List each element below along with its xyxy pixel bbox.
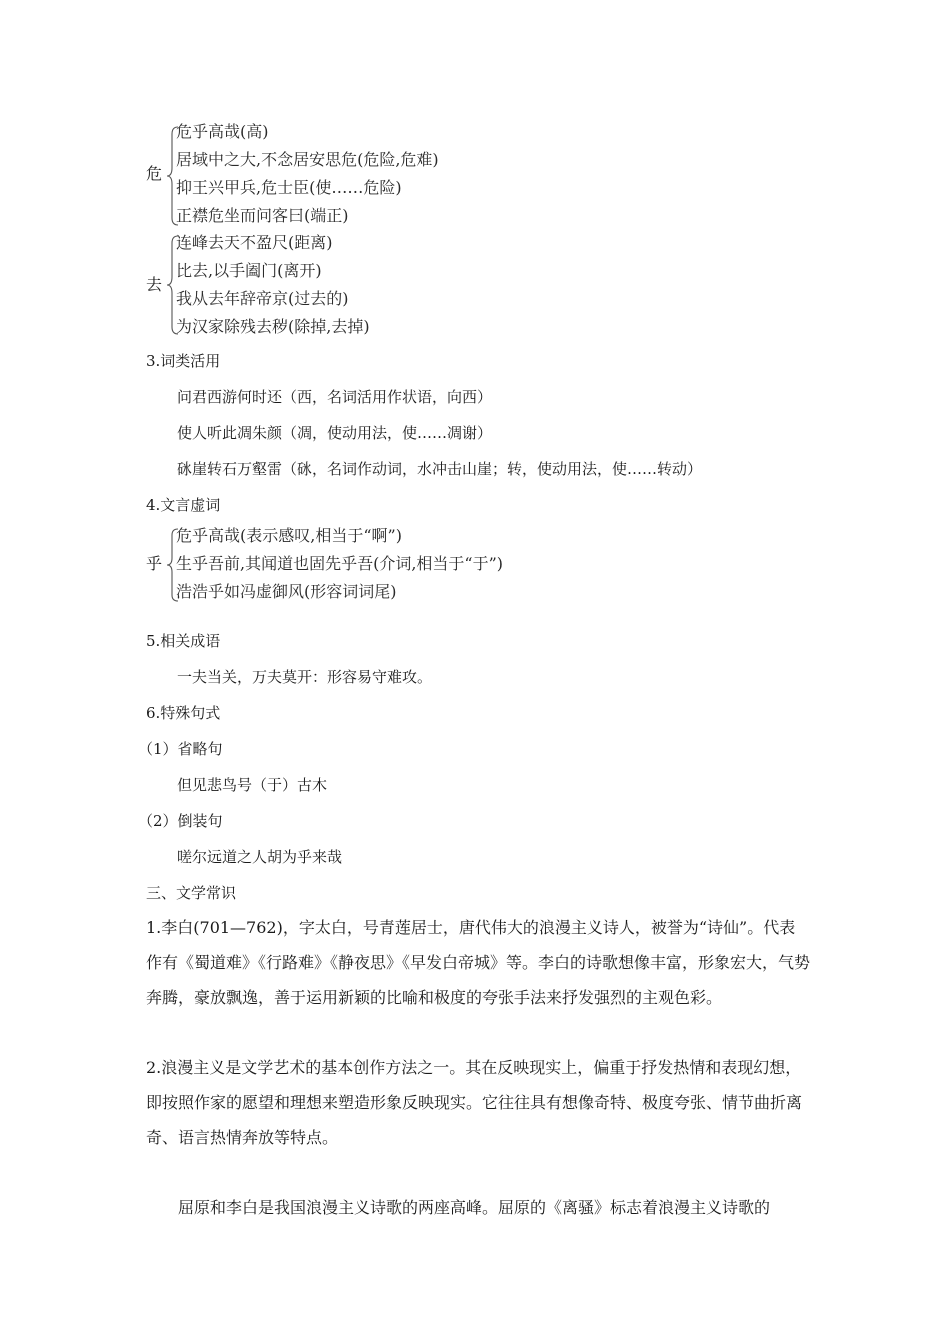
subsection-heading: （2）倒装句 <box>138 812 223 830</box>
paragraph-qu-yuan <box>146 1190 810 1225</box>
section-heading: 6.特殊句式 <box>146 704 221 722</box>
list-item: 问君西游何时还（西，名词活用作状语，向西） <box>177 388 493 406</box>
hu-line: 浩浩乎如冯虚御风(形容词词尾) <box>176 582 397 601</box>
paragraph-text: 2.浪漫主义是文学艺术的基本创作方法之一。其在反映现实上，偏重于抒发热情和表现幻想，即按照作家的愿望和理想来塑造形象反映现实。它往往具有想像奇特、极度夸张、情节曲折离奇、语言热情奔放等特点。 <box>146 1058 803 1147</box>
paragraph-text: 1.李白(701—762)，字太白，号青莲居士，唐代伟大的浪漫主义诗人，被誉为“诗仙”。代表作有《蜀道难》《行路难》《静夜思》《早发白帝城》等。李白的诗歌想像丰富，形象宏大，气势奔腾，豪放飘逸，善于运用新颖的比喻和极度的夸张手法来抒发强烈的主观色彩。 <box>146 918 811 1007</box>
wei-line: 抑王兴甲兵,危士臣(使……危险) <box>176 178 402 197</box>
hu-head-char: 乎 <box>146 554 163 573</box>
wei-line: 居域中之大,不念居安思危(危险,危难) <box>176 150 439 169</box>
qu-line: 比去,以手阖门(离开) <box>176 261 322 280</box>
list-item: 一夫当关，万夫莫开：形容易守难攻。 <box>177 668 433 686</box>
list-item: 嗟尔远道之人胡为乎来哉 <box>177 848 343 866</box>
hu-line: 危乎高哉(表示感叹,相当于“啊”) <box>176 526 402 545</box>
paragraph-romanticism <box>146 1050 810 1155</box>
qu-line: 连峰去天不盈尺(距离) <box>176 233 333 252</box>
subsection-heading: （1）省略句 <box>138 740 223 758</box>
wei-head-char: 危 <box>146 164 163 183</box>
paragraph-text: 屈原和李白是我国浪漫主义诗歌的两座高峰。屈原的《离骚》标志着浪漫主义诗歌的 <box>178 1198 771 1217</box>
qu-line: 为汉家除残去秽(除掉,去掉) <box>176 317 370 336</box>
wei-line: 危乎高哉(高) <box>176 122 269 141</box>
hu-line: 生乎吾前,其闻道也固先乎吾(介词,相当于“于”) <box>176 554 504 573</box>
list-item: 但见悲鸟号（于）古木 <box>177 776 328 794</box>
qu-line: 我从去年辞帝京(过去的) <box>176 289 349 308</box>
section-heading: 5.相关成语 <box>146 632 221 650</box>
section-heading: 4.文言虚词 <box>146 496 221 514</box>
part-heading: 三、文学常识 <box>146 884 237 902</box>
list-item: 砯崖转石万壑雷（砯，名词作动词，水冲击山崖；转，使动用法，使……转动） <box>177 460 703 478</box>
list-item: 使人听此凋朱颜（凋，使动用法，使……凋谢） <box>177 424 493 442</box>
section-heading: 3.词类活用 <box>146 352 221 370</box>
wei-line: 正襟危坐而问客曰(端正) <box>176 206 349 225</box>
qu-head-char: 去 <box>146 275 163 294</box>
paragraph-li-bai <box>146 910 810 1015</box>
